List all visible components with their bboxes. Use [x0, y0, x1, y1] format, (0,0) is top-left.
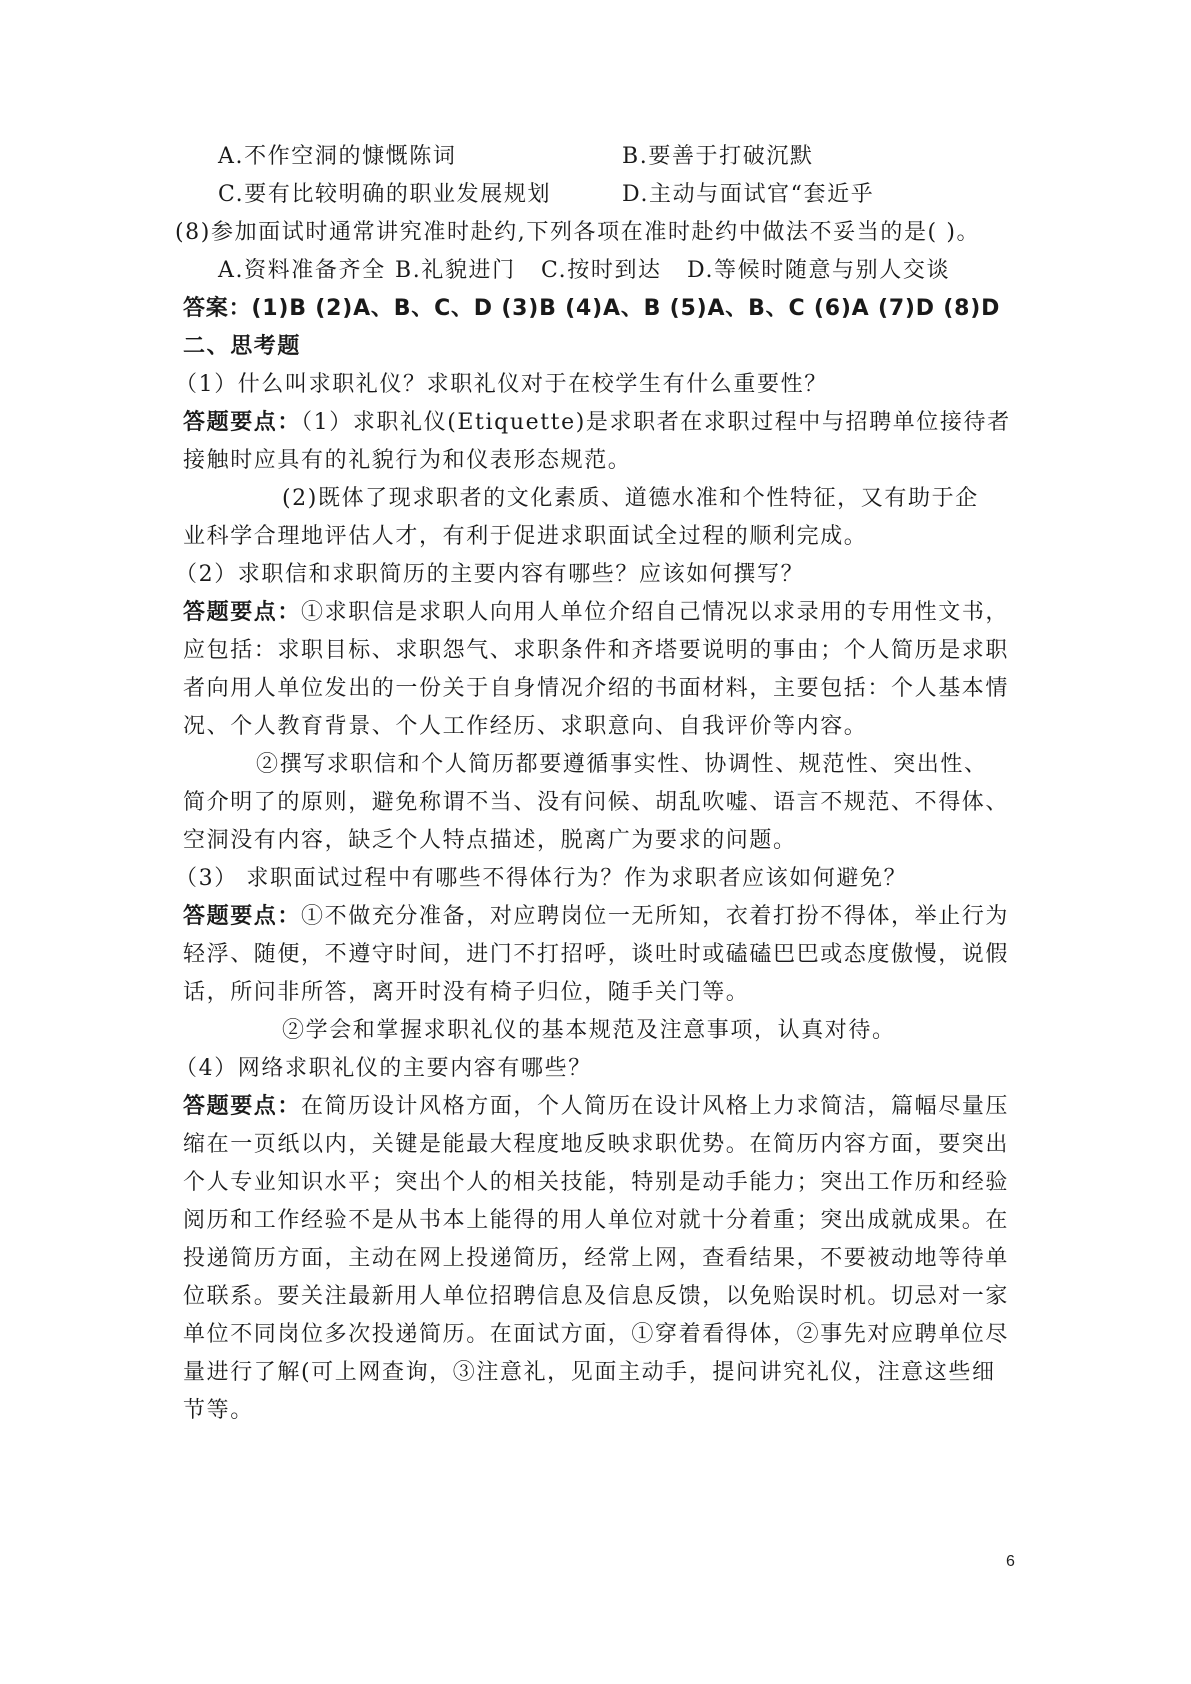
q4-answer-line-5: 投递简历方面，主动在网上投递简历，经常上网，查看结果，不要被动地等待单 [183, 1246, 1010, 1271]
q1-answer-line-1 [183, 408, 1013, 438]
q1-question: （1）什么叫求职礼仪？求职礼仪对于在校学生有什么重要性？ [175, 372, 828, 397]
q7-option-c: C.要有比较明确的职业发展规划 [218, 182, 552, 207]
q1-answer-label: 答题要点： [183, 410, 302, 435]
q7-option-b: B.要善于打破沉默 [622, 144, 814, 169]
q2-question: （2）求职信和求职简历的主要内容有哪些？应该如何撰写？ [175, 562, 805, 587]
q7-option-d: D.主动与面试官“套近乎 [622, 182, 875, 207]
q1-answer-text-1: （1）求职礼仪(Etiquette)是求职者在求职过程中与招聘单位接待者 [301, 410, 1011, 435]
answers-label: 答案： [183, 296, 252, 321]
q2-answer-line-1 [183, 598, 1013, 628]
q4-answer-line-7: 单位不同岗位多次投递简历。在面试方面，①穿着看得体，②事先对应聘单位尽 [183, 1322, 1010, 1347]
section2-heading: 二、思考题 [183, 334, 302, 359]
q7-options-row-2 [183, 180, 1013, 210]
answers-line [183, 294, 1013, 324]
q3-answer-text-1: ①不做充分准备，对应聘岗位一无所知，衣着打扮不得体，举止行为 [301, 904, 1010, 929]
q2-answer-line-3: 者向用人单位发出的一份关于自身情况介绍的书面材料，主要包括：个人基本情 [183, 676, 1010, 701]
q8-option-c: C.按时到达 [541, 258, 662, 283]
answers-text: (1)B (2)A、B、C、D (3)B (4)A、B (5)A、B、C (6)A (7)D (8)D [251, 296, 1001, 321]
q4-answer-line-1 [183, 1092, 1013, 1122]
q8-options-row [183, 256, 1013, 286]
q4-answer-text-1: 在简历设计风格方面，个人简历在设计风格上力求简洁，篇幅尽量压 [301, 1094, 1010, 1119]
q7-option-a: A.不作空洞的慷慨陈词 [218, 144, 457, 169]
q3-answer-label: 答题要点： [183, 904, 302, 929]
q1-answer-line-2: 接触时应具有的礼貌行为和仪表形态规范。 [183, 448, 632, 473]
q4-answer-line-3: 个人专业知识水平；突出个人的相关技能，特别是动手能力；突出工作历和经验 [183, 1170, 1010, 1195]
q2-answer-line-5: ②撰写求职信和个人简历都要遵循事实性、协调性、规范性、突出性、 [256, 752, 988, 777]
q8-option-b: B.礼貌进门 [395, 258, 516, 283]
q2-answer-line-2: 应包括：求职目标、求职怨气、求职条件和齐塔要说明的事由；个人简历是求职 [183, 638, 1010, 663]
q2-answer-label: 答题要点： [183, 600, 302, 625]
q2-answer-line-6: 简介明了的原则，避免称谓不当、没有问候、胡乱吹嘘、语言不规范、不得体、 [183, 790, 1010, 815]
q7-options-row-1 [183, 142, 1013, 172]
q4-answer-line-2: 缩在一页纸以内，关键是能最大程度地反映求职优势。在简历内容方面，要突出 [183, 1132, 1010, 1157]
q4-answer-line-6: 位联系。要关注最新用人单位招聘信息及信息反馈，以免贻误时机。切忌对一家 [183, 1284, 1010, 1309]
q3-answer-line-4: ②学会和掌握求职礼仪的基本规范及注意事项，认真对待。 [282, 1018, 896, 1043]
q8-option-d: D.等候时随意与别人交谈 [687, 258, 951, 283]
q2-answer-line-7: 空洞没有内容，缺乏个人特点描述，脱离广为要求的问题。 [183, 828, 797, 853]
q8-option-a: A.资料准备齐全 [218, 258, 386, 283]
page-number: 6 [1006, 1553, 1015, 1570]
q4-answer-line-8: 量进行了解(可上网查询，③注意礼，见面主动手，提问讲究礼仪，注意这些细 [183, 1360, 996, 1385]
q4-answer-label: 答题要点： [183, 1094, 302, 1119]
q8-question: (8)参加面试时通常讲究准时赴约,下列各项在准时赴约中做法不妥当的是( )。 [175, 220, 981, 245]
q2-answer-line-4: 况、个人教育背景、个人工作经历、求职意向、自我评价等内容。 [183, 714, 868, 739]
q3-answer-line-1 [183, 902, 1013, 932]
q1-answer-line-4: 业科学合理地评估人才，有利于促进求职面试全过程的顺利完成。 [183, 524, 868, 549]
q4-answer-line-4: 阅历和工作经验不是从书本上能得的用人单位对就十分着重；突出成就成果。在 [183, 1208, 1010, 1233]
q3-question: （3） 求职面试过程中有哪些不得体行为？作为求职者应该如何避免？ [175, 866, 908, 891]
q2-answer-text-1: ①求职信是求职人向用人单位介绍自己情况以求录用的专用性文书， [301, 600, 1010, 625]
q3-answer-line-3: 话，所问非所答，离开时没有椅子归位，随手关门等。 [183, 980, 750, 1005]
q4-answer-line-9: 节等。 [183, 1398, 254, 1423]
q4-question: （4）网络求职礼仪的主要内容有哪些？ [175, 1056, 592, 1081]
q1-answer-line-3: (2)既体了现求职者的文化素质、道德水准和个性特征，又有助于企 [282, 486, 979, 511]
q3-answer-line-2: 轻浮、随便，不遵守时间，进门不打招呼，谈吐时或磕磕巴巴或态度傲慢，说假 [183, 942, 1010, 967]
